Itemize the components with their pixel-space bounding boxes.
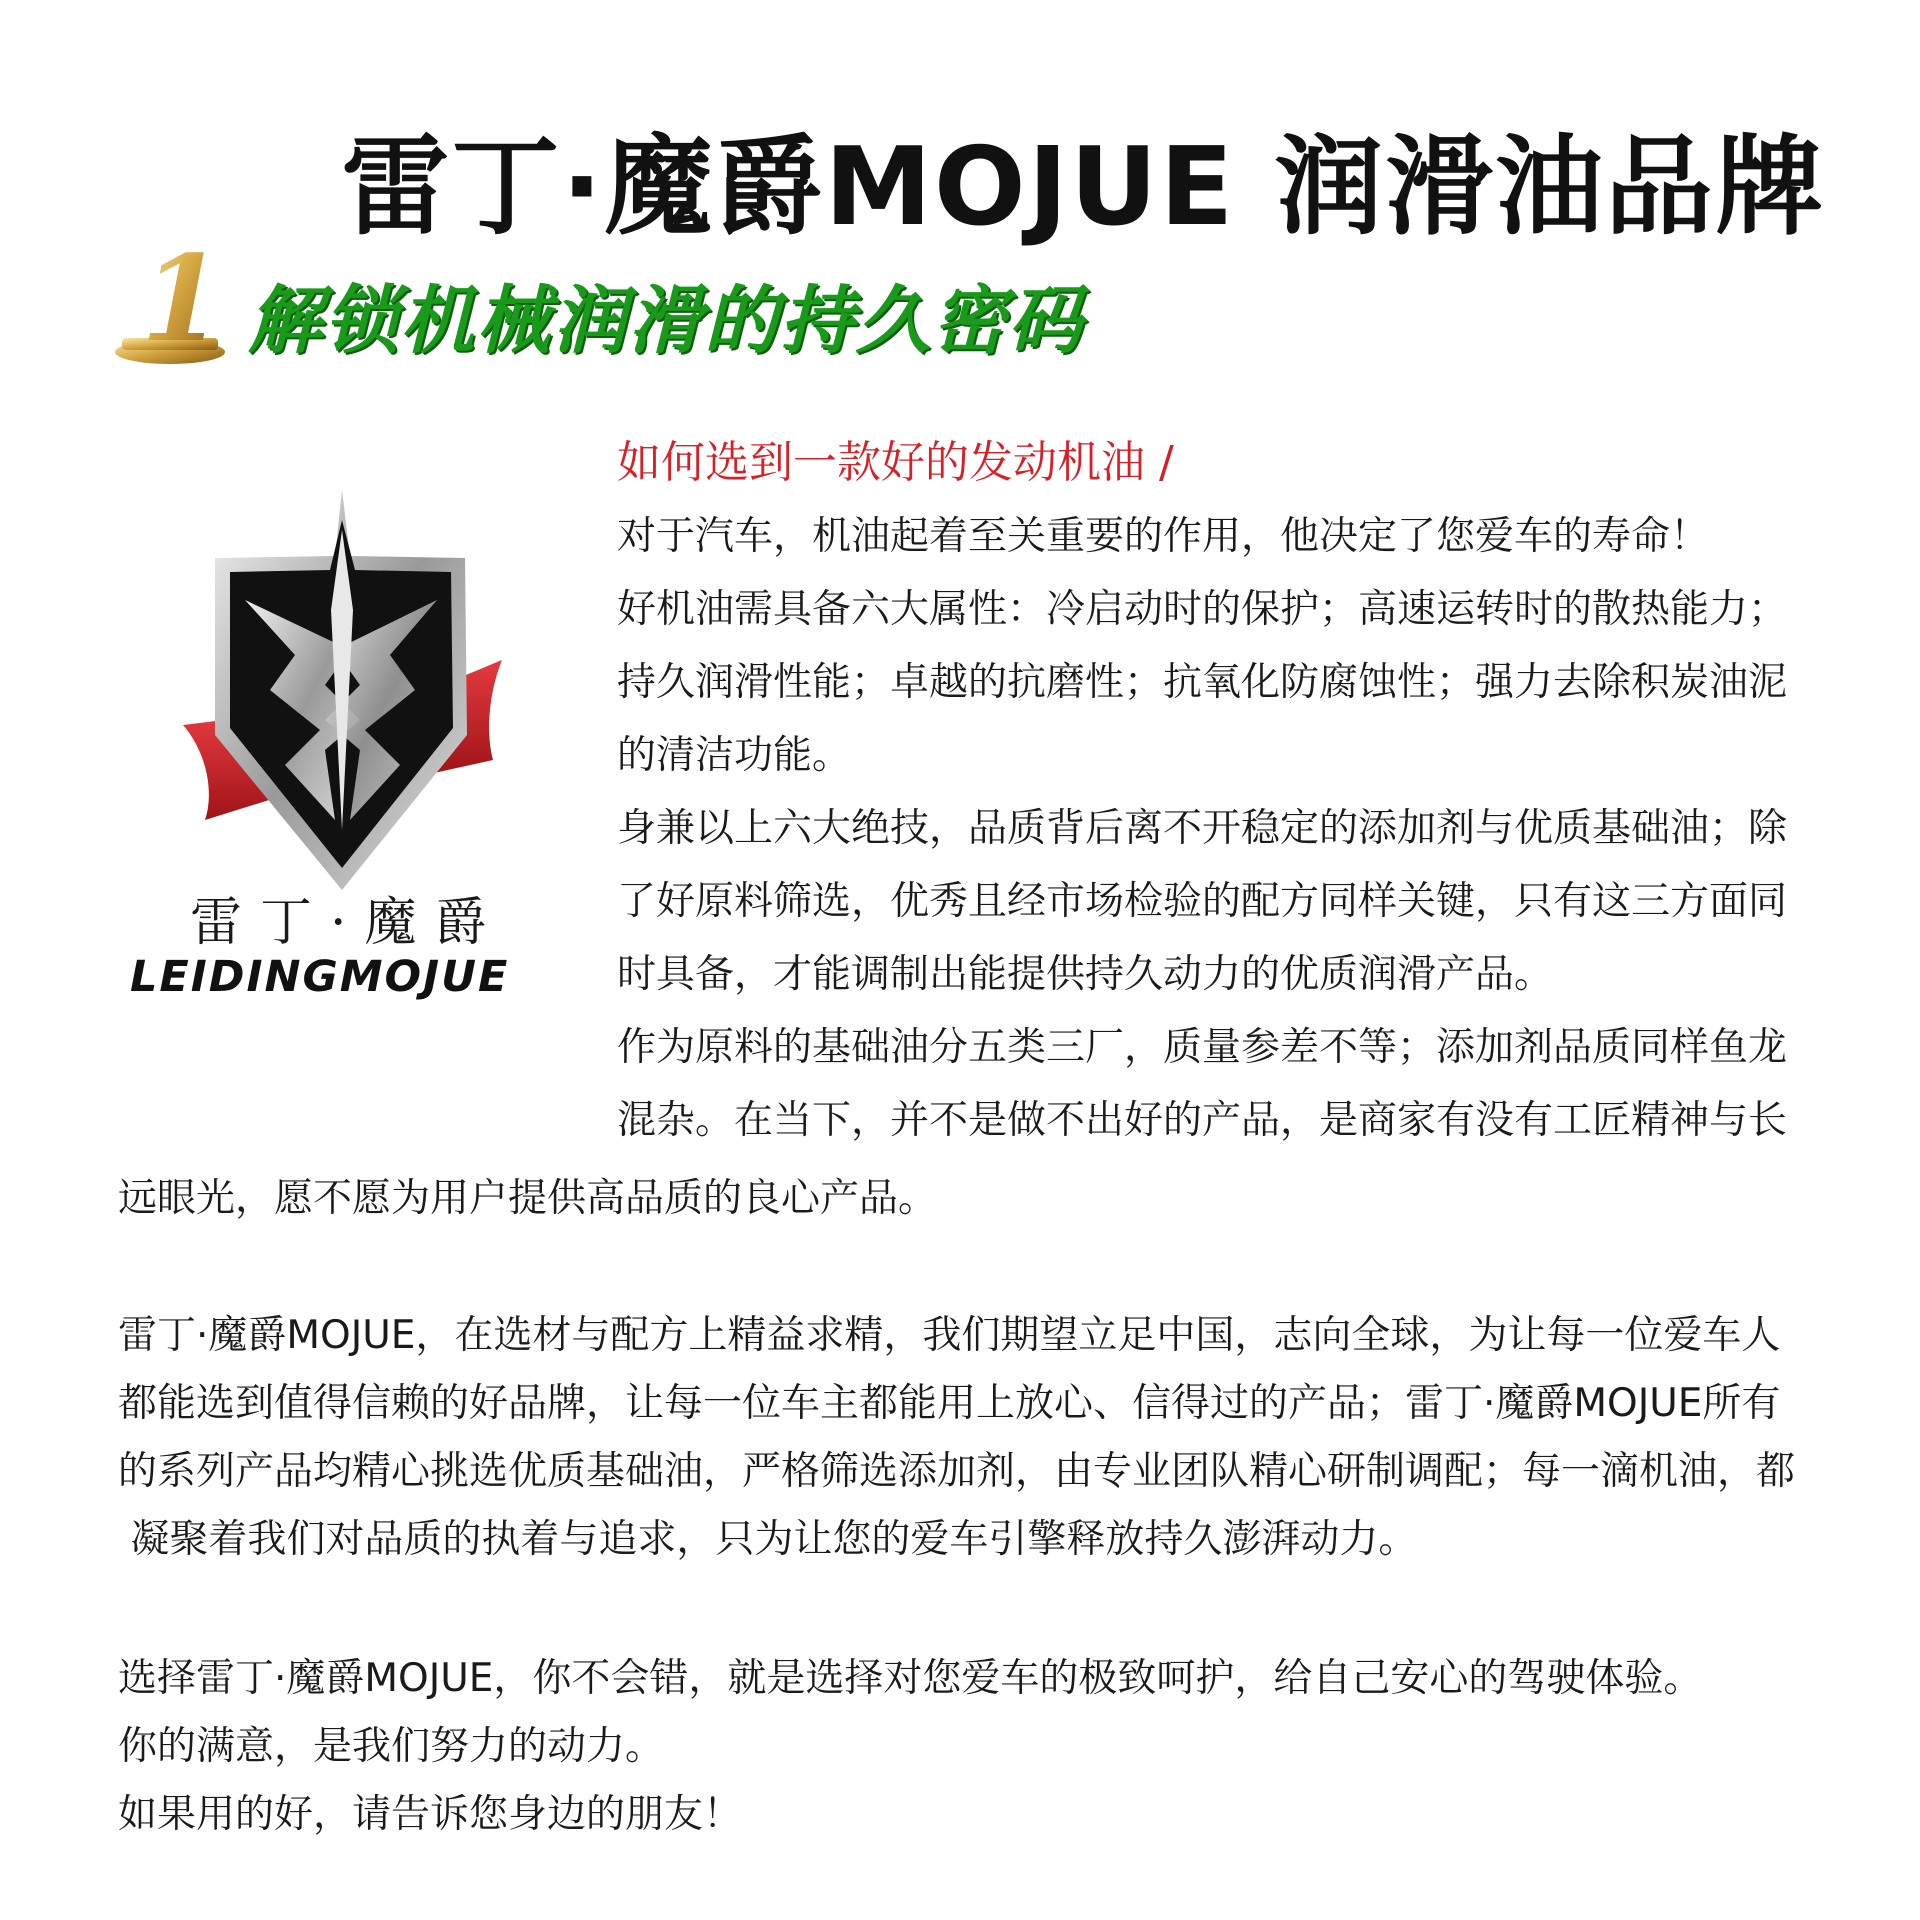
text-line: 对于汽车，机油起着至关重要的作用，他决定了您爱车的寿命！ — [617, 514, 1710, 559]
text-line: 身兼以上六大绝技，品质背后离不开稳定的添加剂与优质基础油；除 — [617, 806, 1788, 851]
logo-chinese-name: 雷丁·魔爵 — [190, 893, 505, 953]
text-line: 凝聚着我们对品质的执着与追求，只为让您的爱车引擎释放持久澎湃动力。 — [118, 1517, 1418, 1562]
logo-english-name: LEIDINGMOJUE — [130, 952, 510, 1002]
text-line: 的系列产品均精心挑选优质基础油，严格筛选添加剂，由专业团队精心研制调配；每一滴机油，都 — [118, 1449, 1796, 1494]
text-line: 了好原料筛选，优秀且经市场检验的配方同样关键，只有这三方面同 — [617, 879, 1788, 924]
gold-number-one-icon — [110, 240, 240, 370]
text-line: 你的满意，是我们努力的动力。 — [118, 1724, 665, 1769]
text-line: 雷丁·魔爵MOJUE，在选材与配方上精益求精，我们期望立足中国，志向全球，为让每一位爱车人 — [118, 1313, 1781, 1358]
subtitle: 解锁机械润滑的持久密码 — [248, 278, 1084, 364]
svg-text:1: 1 — [140, 240, 224, 368]
continuation-paragraph — [118, 1165, 1858, 1233]
section-heading: 如何选到一款好的发动机油 / — [617, 437, 1174, 488]
text-line: 选择雷丁·魔爵MOJUE，你不会错，就是选择对您爱车的极致呵护，给自己安心的驾驶体验。 — [118, 1656, 1703, 1701]
text-line: 如果用的好，请告诉您身边的朋友！ — [118, 1792, 743, 1837]
text-line: 时具备，才能调制出能提供持久动力的优质润滑产品。 — [617, 952, 1554, 997]
text-line: 好机油需具备六大属性：冷启动时的保护；高速运转时的散热能力； — [617, 587, 1788, 632]
closing-paragraph — [118, 1645, 1858, 1849]
text-line: 都能选到值得信赖的好品牌，让每一位车主都能用上放心、信得过的产品；雷丁·魔爵MOJUE所有 — [118, 1381, 1781, 1426]
page-title: 雷丁·魔爵MOJUE 润滑油品牌 — [341, 125, 1825, 250]
brand-logo-shield — [175, 490, 510, 900]
text-line: 持久润滑性能；卓越的抗磨性；抗氧化防腐蚀性；强力去除积炭油泥 — [617, 660, 1788, 705]
text-line: 混杂。在当下，并不是做不出好的产品，是商家有没有工匠精神与长 — [617, 1098, 1788, 1143]
text-line: 远眼光，愿不愿为用户提供高品质的良心产品。 — [118, 1176, 938, 1221]
brand-paragraph — [118, 1302, 1858, 1574]
text-line: 作为原料的基础油分五类三厂，质量参差不等；添加剂品质同样鱼龙 — [617, 1025, 1788, 1070]
text-line: 的清洁功能。 — [617, 733, 852, 778]
intro-paragraphs — [617, 500, 1847, 1157]
